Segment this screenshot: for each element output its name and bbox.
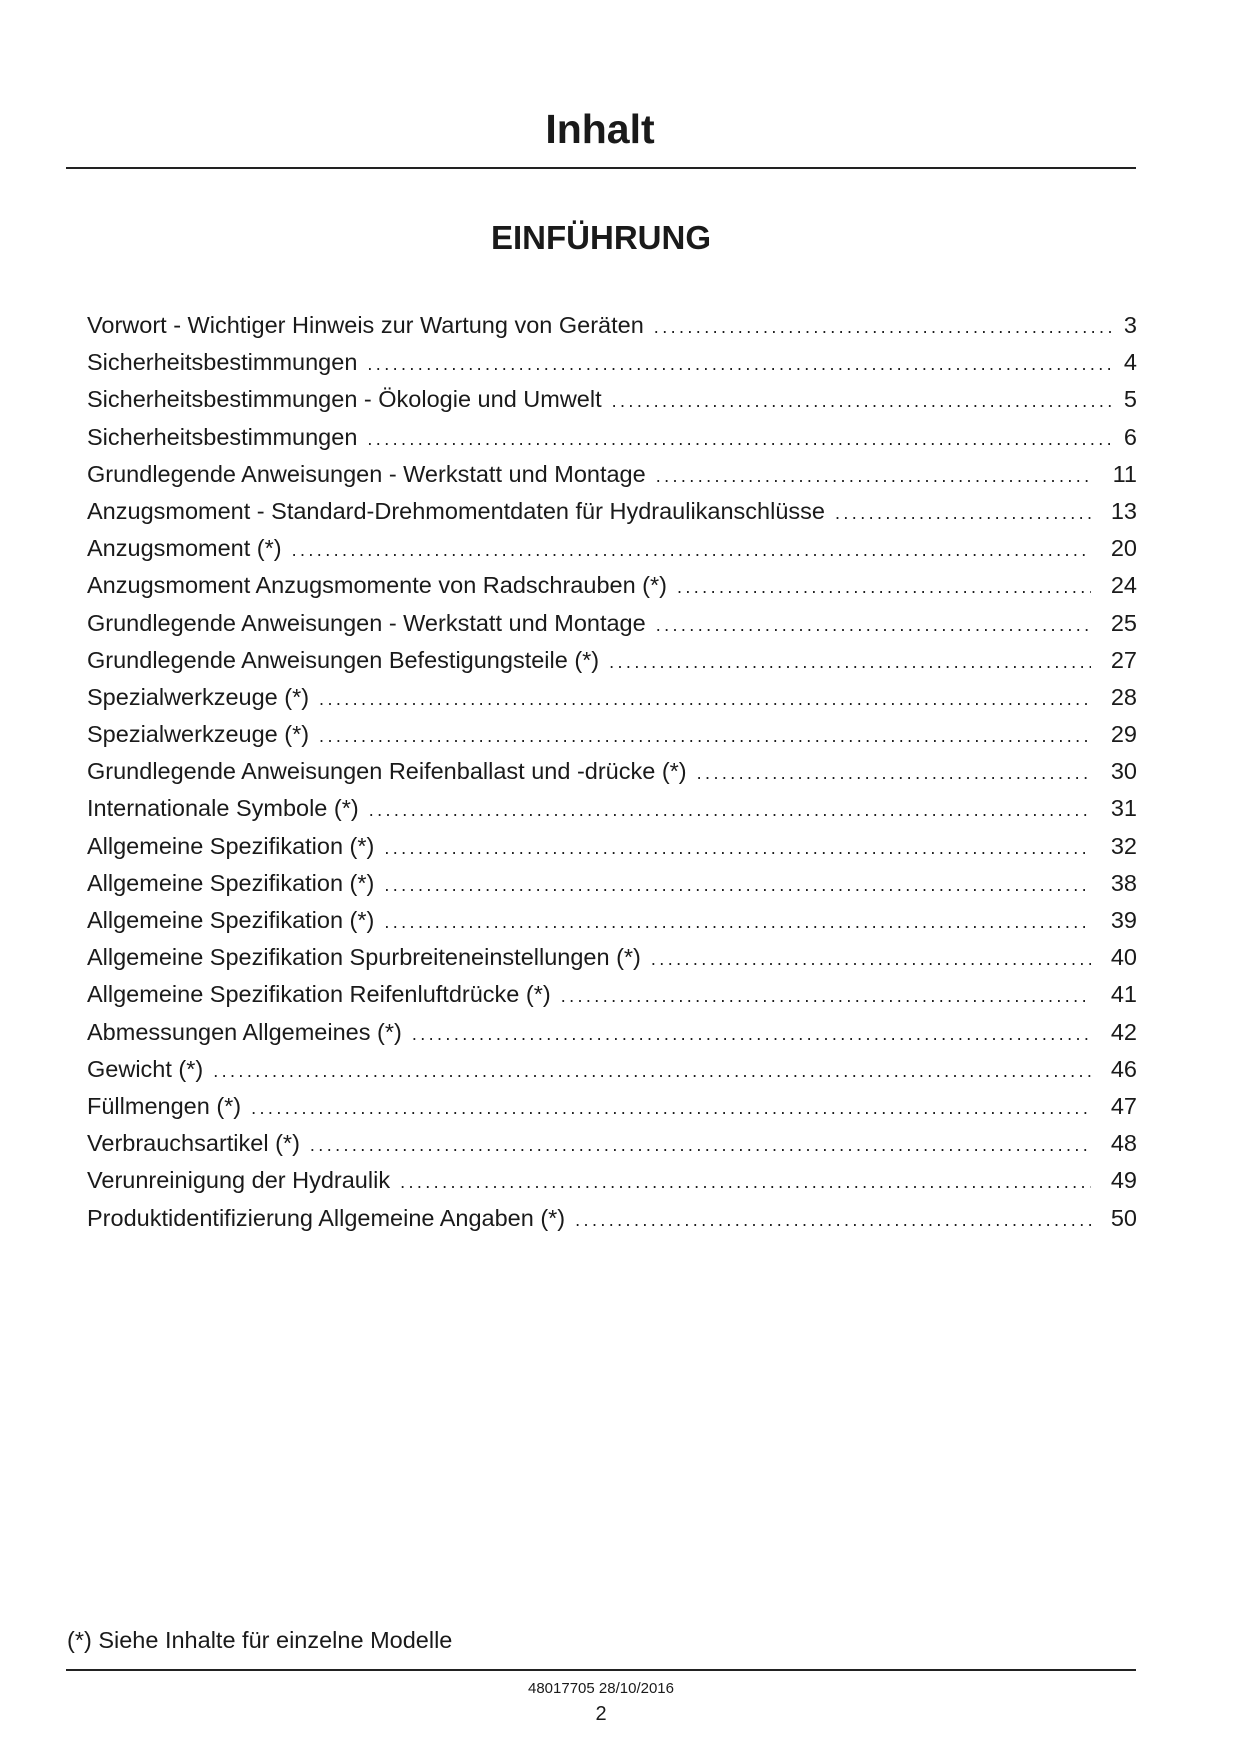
toc-entry-page: 24	[1110, 572, 1137, 599]
toc-leader-dots	[384, 830, 1091, 867]
toc-entry-title: Produktidentifizierung Allgemeine Angaben (*)	[87, 1204, 566, 1231]
toc-entry[interactable]	[87, 939, 1137, 976]
toc-entry-title: Sicherheitsbestimmungen	[87, 349, 358, 376]
toc-entry[interactable]	[87, 381, 1137, 418]
toc-entry[interactable]	[87, 865, 1137, 902]
section-title: EINFÜHRUNG	[491, 219, 711, 256]
toc-leader-dots	[561, 978, 1091, 1015]
toc-entry-page: 6	[1123, 423, 1137, 450]
toc-leader-dots	[656, 607, 1091, 644]
toc-entry[interactable]	[87, 753, 1137, 790]
toc-entry[interactable]	[87, 456, 1137, 493]
footer-divider	[66, 1669, 1136, 1671]
toc-entry[interactable]	[87, 1014, 1137, 1051]
toc-entry-page: 5	[1123, 386, 1137, 413]
toc-entry-page: 39	[1110, 907, 1137, 933]
toc-entry-title: Grundlegende Anweisungen - Werkstatt und Montage	[87, 460, 646, 487]
toc-entry-page: 48	[1110, 1130, 1137, 1157]
toc-entry-page: 27	[1110, 646, 1137, 673]
toc-leader-dots	[292, 532, 1091, 569]
toc-entry-title: Grundlegende Anweisungen Reifenballast und -drücke (*)	[87, 758, 687, 785]
toc-entry-page: 32	[1110, 832, 1137, 859]
toc-entry[interactable]	[87, 1051, 1137, 1088]
page-number: 2	[595, 1703, 607, 1725]
toc-leader-dots	[319, 681, 1091, 718]
toc-entry-title: Anzugsmoment Anzugsmomente von Radschrauben (*)	[87, 572, 667, 599]
toc-leader-dots	[400, 1164, 1091, 1201]
toc-leader-dots	[369, 792, 1091, 829]
toc-leader-dots	[213, 1053, 1091, 1090]
toc-entry[interactable]	[87, 605, 1137, 642]
toc-leader-dots	[651, 941, 1091, 978]
toc-entry-page: 30	[1110, 758, 1137, 785]
footnote: (*) Siehe Inhalte für einzelne Modelle	[67, 1627, 453, 1653]
toc-entry[interactable]	[87, 1162, 1137, 1199]
toc-entry-title: Abmessungen Allgemeines (*)	[87, 1018, 402, 1045]
toc-entry[interactable]	[87, 1125, 1137, 1162]
page-title: Inhalt	[545, 106, 655, 152]
toc-leader-dots	[575, 1202, 1091, 1239]
toc-entry-title: Allgemeine Spezifikation (*)	[87, 869, 375, 896]
toc-entry-page: 38	[1110, 869, 1137, 896]
toc-leader-dots	[612, 383, 1113, 420]
toc-entry-title: Verunreinigung der Hydraulik	[87, 1167, 391, 1194]
toc-entry-title: Grundlegende Anweisungen - Werkstatt und Montage	[87, 609, 646, 636]
toc-entry-title: Verbrauchsartikel (*)	[87, 1130, 300, 1157]
toc-leader-dots	[656, 458, 1091, 495]
toc-entry-page: 4	[1123, 349, 1137, 376]
toc-entry-title: Spezialwerkzeuge (*)	[87, 683, 310, 710]
toc-entry[interactable]	[87, 307, 1137, 344]
toc-entry-title: Internationale Symbole (*)	[87, 795, 359, 822]
toc-leader-dots	[654, 309, 1113, 346]
toc-entry-page: 11	[1112, 460, 1137, 487]
toc-entry[interactable]	[87, 716, 1137, 753]
toc-entry[interactable]	[87, 976, 1137, 1013]
toc-entry[interactable]	[87, 828, 1137, 865]
toc-leader-dots	[677, 569, 1091, 606]
table-of-contents	[87, 307, 1137, 1237]
toc-leader-dots	[609, 644, 1091, 681]
toc-entry[interactable]	[87, 567, 1137, 604]
toc-leader-dots	[310, 1127, 1091, 1164]
toc-entry[interactable]	[87, 530, 1137, 567]
toc-entry-title: Grundlegende Anweisungen Befestigungsteile (*)	[87, 646, 600, 673]
toc-leader-dots	[835, 495, 1091, 532]
toc-entry-title: Sicherheitsbestimmungen	[87, 423, 358, 450]
toc-leader-dots	[412, 1016, 1091, 1053]
toc-entry-page: 47	[1110, 1092, 1137, 1119]
toc-leader-dots	[384, 867, 1091, 904]
toc-entry[interactable]	[87, 642, 1137, 679]
toc-entry[interactable]	[87, 679, 1137, 716]
toc-entry-page: 40	[1110, 944, 1137, 971]
toc-entry-page: 50	[1110, 1204, 1137, 1231]
toc-entry-title: Spezialwerkzeuge (*)	[87, 721, 310, 748]
toc-entry[interactable]	[87, 1200, 1137, 1237]
toc-entry-page: 20	[1110, 535, 1137, 562]
toc-entry[interactable]	[87, 344, 1137, 381]
toc-entry-page: 13	[1110, 497, 1137, 524]
toc-leader-dots	[384, 904, 1091, 941]
toc-entry-title: Anzugsmoment (*)	[87, 535, 282, 562]
toc-entry-page: 28	[1110, 683, 1137, 710]
toc-entry[interactable]	[87, 902, 1137, 939]
toc-entry-title: Füllmengen (*)	[87, 1092, 242, 1119]
toc-leader-dots	[367, 421, 1113, 458]
toc-entry-title: Sicherheitsbestimmungen - Ökologie und Umwelt	[87, 386, 602, 413]
toc-leader-dots	[697, 755, 1091, 792]
toc-entry-title: Allgemeine Spezifikation Reifenluftdrücke (*)	[87, 981, 551, 1008]
toc-entry-page: 41	[1110, 981, 1137, 1008]
toc-entry[interactable]	[87, 419, 1137, 456]
toc-leader-dots	[367, 346, 1113, 383]
toc-entry[interactable]	[87, 1088, 1137, 1125]
toc-entry-page: 25	[1110, 609, 1137, 636]
toc-entry-title: Allgemeine Spezifikation (*)	[87, 907, 375, 933]
toc-entry-page: 42	[1110, 1018, 1137, 1045]
toc-entry-page: 3	[1123, 312, 1137, 338]
toc-entry-title: Allgemeine Spezifikation (*)	[87, 832, 375, 859]
header-divider	[66, 167, 1136, 169]
toc-entry-title: Anzugsmoment - Standard-Drehmomentdaten für Hydraulikanschlüsse	[87, 497, 825, 524]
toc-entry-title: Gewicht (*)	[87, 1055, 204, 1082]
toc-entry[interactable]	[87, 493, 1137, 530]
toc-leader-dots	[319, 718, 1091, 755]
toc-entry-page: 29	[1110, 721, 1137, 748]
document-id: 48017705 28/10/2016	[528, 1680, 674, 1697]
toc-entry-title: Allgemeine Spezifikation Spurbreiteneinstellungen (*)	[87, 944, 641, 971]
toc-entry-page: 49	[1110, 1167, 1137, 1194]
toc-entry-page: 31	[1110, 795, 1137, 822]
toc-entry-title: Vorwort - Wichtiger Hinweis zur Wartung von Geräten	[87, 312, 644, 338]
toc-entry[interactable]	[87, 790, 1137, 827]
toc-leader-dots	[251, 1090, 1091, 1127]
toc-entry-page: 46	[1110, 1055, 1137, 1082]
